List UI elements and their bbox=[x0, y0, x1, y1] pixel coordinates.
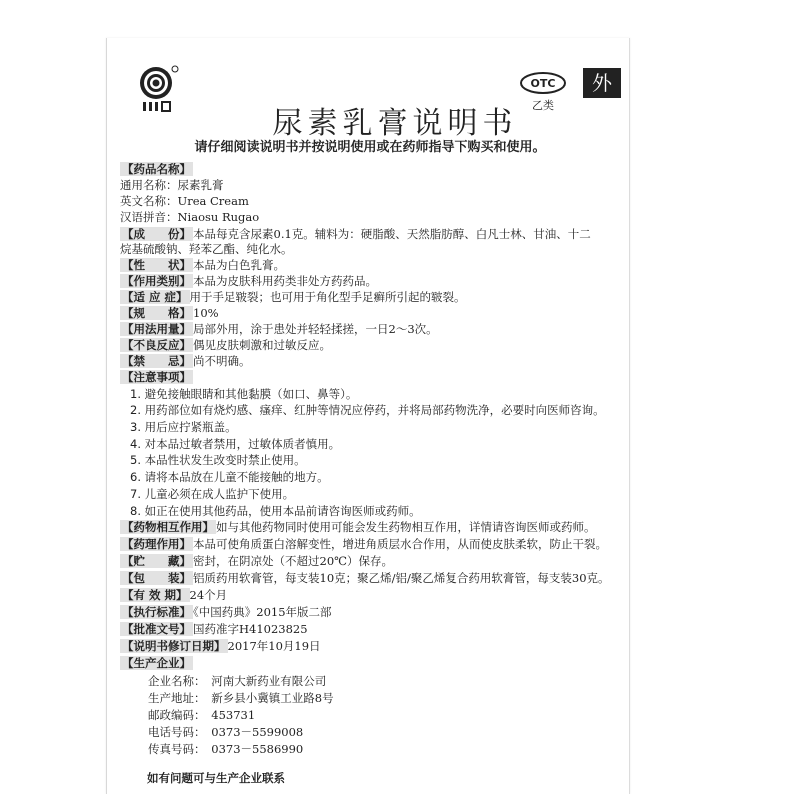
precaution-item: 7. 儿童必须在成人监护下使用。 bbox=[130, 487, 295, 501]
page-title: 尿素乳膏说明书 bbox=[272, 106, 518, 141]
storage: 【贮 藏】 密封，在阴凉处（不超过20℃）保存。 bbox=[122, 554, 393, 568]
pinyin-name: 汉语拼音：Niaosu Rugao bbox=[120, 210, 260, 224]
precaution-item: 3. 用后应拧紧瓶盖。 bbox=[130, 420, 237, 434]
ingredients: 【成 份】 本品每克含尿素0.1克。辅料为：硬脂酸、天然脂肪醇、白凡士林、甘油、十二 bbox=[122, 227, 591, 241]
indication: 【适 应 症】 用于手足皲裂；也可用于角化型手足癣所引起的皲裂。 bbox=[122, 290, 466, 304]
precaution-item: 1. 避免接触眼睛和其他黏膜（如口、鼻等）。 bbox=[130, 387, 358, 401]
packaging: 【包 装】 铝质药用软膏管，每支装10克；聚乙烯/铝/聚乙烯复合药用软膏管，每支装30克。 bbox=[122, 571, 610, 585]
validity: 【有 效 期】 24个月 bbox=[122, 588, 228, 602]
precaution-item: 2. 用药部位如有烧灼感、瘙痒、红肿等情况应停药，并将局部药物洗净，必要时向医师咨询。 bbox=[130, 403, 605, 417]
revision-date: 【说明书修订日期】 2017年10月19日 bbox=[122, 639, 321, 653]
generic-name: 通用名称：尿素乳膏 bbox=[120, 178, 224, 192]
manufacturer-phone: 电话号码： 0373－5599008 bbox=[148, 725, 304, 739]
manufacturer-address: 生产地址： 新乡县小冀镇工业路8号 bbox=[148, 691, 334, 705]
drug-name-heading: 【药品名称】 bbox=[122, 162, 191, 176]
precaution-item: 5. 本品性状发生改变时禁止使用。 bbox=[130, 453, 306, 467]
page-subtitle: 请仔细阅读说明书并按说明使用或在药师指导下购买和使用。 bbox=[194, 140, 546, 155]
manufacturer-name: 企业名称： 河南大新药业有限公司 bbox=[148, 674, 327, 688]
precautions-heading: 【注意事项】 bbox=[122, 370, 191, 384]
manufacturer-heading: 【生产企业】 bbox=[122, 656, 191, 670]
contraindications: 【禁 忌】 尚不明确。 bbox=[122, 354, 251, 368]
precaution-item: 8. 如正在使用其他药品，使用本品前请咨询医师或药师。 bbox=[130, 504, 421, 518]
drug-interactions: 【药物相互作用】 如与其他药物同时使用可能会发生药物相互作用，详情请咨询医师或药师。 bbox=[122, 520, 596, 534]
precaution-item: 6. 请将本品放在儿童不能接触的地方。 bbox=[130, 470, 329, 484]
approval-number: 【批准文号】 国药准字H41023825 bbox=[122, 622, 308, 636]
svg-text:OTC: OTC bbox=[530, 77, 556, 90]
otc-category: 乙类 bbox=[532, 99, 554, 112]
standard: 【执行标准】 《中国药典》2015年版二部 bbox=[122, 605, 332, 619]
usage-dosage: 【用法用量】 局部外用，涂于患处并轻轻揉搓，一日2～3次。 bbox=[122, 322, 438, 336]
ingredients-cont: 烷基硫酸钠、羟苯乙酯、纯化水。 bbox=[120, 242, 293, 256]
pharmacology: 【药理作用】 本品可使角质蛋白溶解变性，增进角质层水合作用，从而使皮肤柔软，防止干裂。 bbox=[122, 537, 607, 551]
external-use-badge: 外 bbox=[583, 68, 621, 98]
adverse-reactions: 【不良反应】 偶见皮肤刺激和过敏反应。 bbox=[122, 338, 331, 352]
manufacturer-postcode: 邮政编码： 453731 bbox=[148, 708, 256, 722]
otc-badge bbox=[520, 72, 566, 94]
specification: 【规 格】 10% bbox=[122, 306, 219, 320]
appearance: 【性 状】 本品为白色乳膏。 bbox=[122, 258, 285, 272]
drug-category: 【作用类别】 本品为皮肤科用药类非处方药药品。 bbox=[122, 274, 377, 288]
english-name: 英文名称：Urea Cream bbox=[120, 194, 249, 208]
footer-note: 如有问题可与生产企业联系 bbox=[147, 771, 285, 785]
precaution-item: 4. 对本品过敏者禁用，过敏体质者慎用。 bbox=[130, 437, 341, 451]
manufacturer-fax: 传真号码： 0373－5586990 bbox=[148, 742, 304, 756]
